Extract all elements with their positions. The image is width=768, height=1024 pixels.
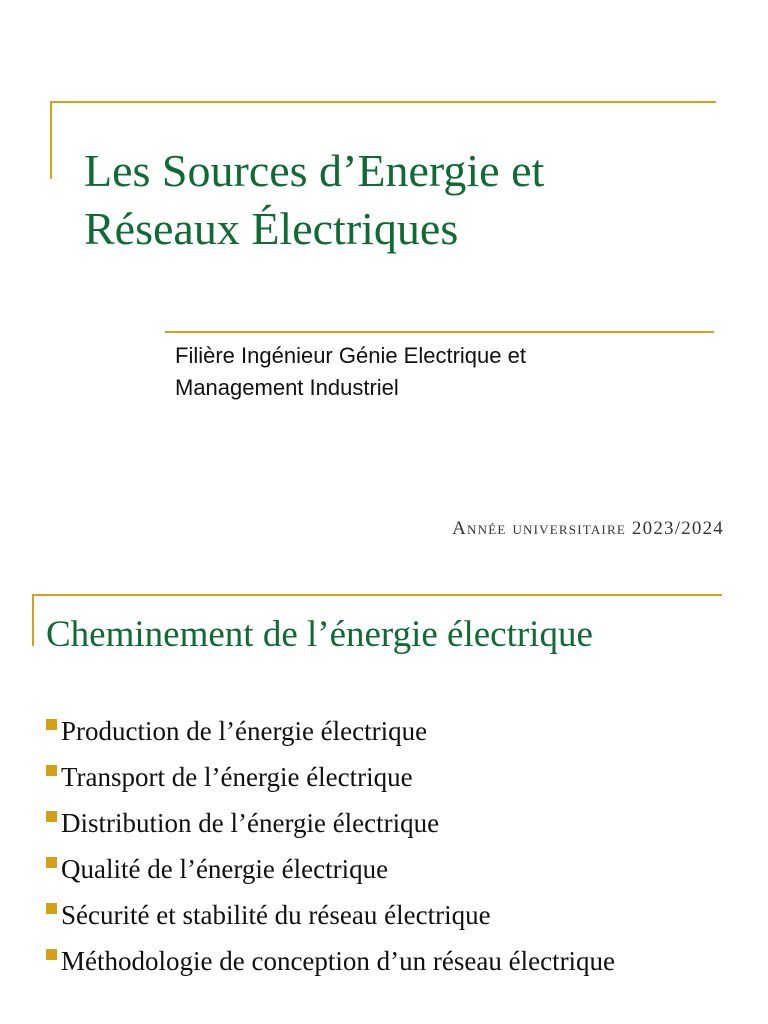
list-item bbox=[46, 898, 746, 933]
list-item bbox=[46, 806, 746, 841]
slide1-title-line-2: Réseaux Électriques bbox=[84, 203, 459, 254]
list-item bbox=[46, 714, 746, 749]
bullet-text: Production de l’énergie électrique bbox=[61, 716, 428, 746]
bullet-text: Méthodologie de conception d’un réseau électrique bbox=[61, 946, 616, 976]
slide1-title bbox=[84, 142, 724, 258]
academic-year: Année universitaire 2023/2024 bbox=[452, 518, 724, 539]
slide1-top-rule bbox=[50, 101, 716, 103]
square-bullet-icon bbox=[46, 719, 57, 730]
square-bullet-icon bbox=[46, 811, 57, 822]
list-item bbox=[46, 760, 746, 795]
square-bullet-icon bbox=[46, 857, 57, 868]
slide1-left-rule bbox=[50, 101, 52, 179]
square-bullet-icon bbox=[46, 949, 57, 960]
slide2-title: Cheminement de l’énergie électrique bbox=[46, 614, 593, 655]
slide2-left-rule bbox=[32, 594, 34, 646]
bullet-text: Qualité de l’énergie électrique bbox=[61, 854, 389, 884]
bullet-text: Distribution de l’énergie électrique bbox=[61, 808, 440, 838]
square-bullet-icon bbox=[46, 765, 57, 776]
bullet-list bbox=[46, 714, 746, 990]
list-item bbox=[46, 852, 746, 887]
square-bullet-icon bbox=[46, 903, 57, 914]
slide1-subtitle-line-2: Management Industriel bbox=[175, 375, 399, 400]
bullet-text: Transport de l’énergie électrique bbox=[61, 762, 413, 792]
slide1-title-line-1: Les Sources d’Energie et bbox=[84, 145, 545, 196]
slide2-top-rule bbox=[32, 594, 722, 596]
slide1-subtitle bbox=[175, 340, 735, 404]
bullet-text: Sécurité et stabilité du réseau électrique bbox=[61, 900, 491, 930]
slide1-subtitle-line-1: Filière Ingénieur Génie Electrique et bbox=[175, 343, 526, 368]
slide1-subtitle-rule bbox=[165, 331, 714, 333]
list-item bbox=[46, 944, 746, 979]
